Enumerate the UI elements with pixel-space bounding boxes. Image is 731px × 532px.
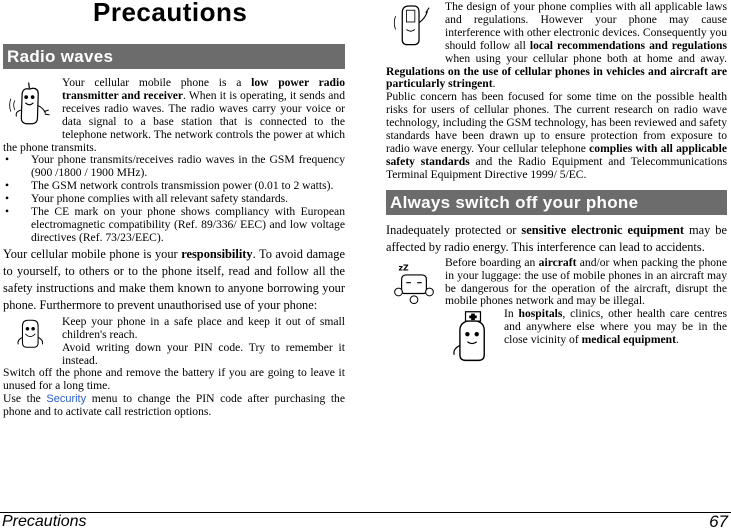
left-column xyxy=(3,0,345,419)
responsibility-paragraph: Your cellular mobile phone is your responsibility. To avoid damage to yourself, to others or to the phone itself, read and follow all the safety instructions and make them known to anyone borrowing your phone. Furthermore to prevent unauthorised use of your phone: xyxy=(3,246,345,312)
page-footer xyxy=(0,512,731,530)
footer-section-title: Precautions xyxy=(2,513,87,530)
security-paragraph: Use the Security menu to change the PIN code after purchasing the phone and to activate call restriction options. xyxy=(3,392,345,419)
section-heading-switch-off: Always switch off your phone xyxy=(386,190,727,215)
svg-text:zZ: zZ xyxy=(398,262,409,272)
radio-bullet-list xyxy=(3,154,345,244)
sensitive-equipment-paragraph: Inadequately protected or sensitive electronic equipment may be affected by radio energy. This interference can lead to accidents. xyxy=(386,222,727,254)
tip-item: Keep your phone in a safe place and keep it out of small children's reach. xyxy=(62,314,345,341)
phone-mascot-waving-icon xyxy=(3,81,59,131)
tips-block xyxy=(3,316,345,393)
page-title: Precautions xyxy=(93,0,248,27)
design-paragraph: The design of your phone complies with all applicable laws and regulations. However your phone may cause interference with other electronic devices. Consequently you should follow all local recommendations and regulations when using your cellular phone both at home and away. Regulations on the use of cellular phones in vehicles and aircraft are particularly stringent. xyxy=(386,0,727,91)
health-paragraph: Public concern has been focused for some time on the possible health risks for users of cellular phones. The current research on radio wave technology, including the GSM technology, has been reviewed and safety standards have been drawn up to ensure protection from exposure to radio wave energy. Your cellular telephone complies with all applicable safety standards and the Radio Equipment and Telecommunications Terminal Equipment Directive 1999/ 5/EC. xyxy=(386,90,727,181)
list-item: • The GSM network controls transmission power (0.01 to 2 watts). xyxy=(3,180,345,193)
list-item: • Your phone transmits/receives radio waves in the GSM frequency (900 /1800 / 1900 MHz). xyxy=(3,154,345,180)
phone-mascot-wave-icon xyxy=(386,1,442,53)
list-item: • The CE mark on your phone shows compliancy with European electromagnetic compatibility (Ref. 89/336/ EEC) and low voltage directives (Ref. 73/23/EEC). xyxy=(3,206,345,245)
tip-item: Avoid writing down your PIN code. Try to remember it instead. xyxy=(62,340,345,367)
security-menu-link[interactable]: Security xyxy=(46,393,87,406)
list-item: • Your phone complies with all relevant safety standards. xyxy=(3,193,345,206)
phone-mascot-smiling-icon xyxy=(3,316,59,360)
right-column xyxy=(386,0,727,366)
hospital-paragraph: In hospitals, clinics, other health care centres and anywhere else where you may be in the close vicinity of medical equipment. xyxy=(386,308,727,347)
page-number: 67 xyxy=(709,512,728,531)
phone-mascot-nurse-icon xyxy=(445,308,501,366)
intro-paragraph: Your cellular mobile phone is a low power radio transmitter and receiver. When it is operating, it sends and receives radio waves. The radio waves carry your voice or data signal to a base station that is connected to the telephone network. The network controls the power at which the phone transmits. xyxy=(3,76,346,154)
tip-item: Switch off the phone and remove the battery if you are going to leave it unused for a long time. xyxy=(3,366,345,393)
aircraft-paragraph: zZ Before boarding an aircraft and/or when packing the phone in your luggage: the use of mobile phones in an aircraft may be dangerous for the operation of the aircraft, disrupt the mobile phones network and may be illegal. xyxy=(386,257,727,309)
phone-mascot-sleeping-icon xyxy=(386,261,442,309)
section-heading-radio-waves: Radio waves xyxy=(3,44,345,69)
